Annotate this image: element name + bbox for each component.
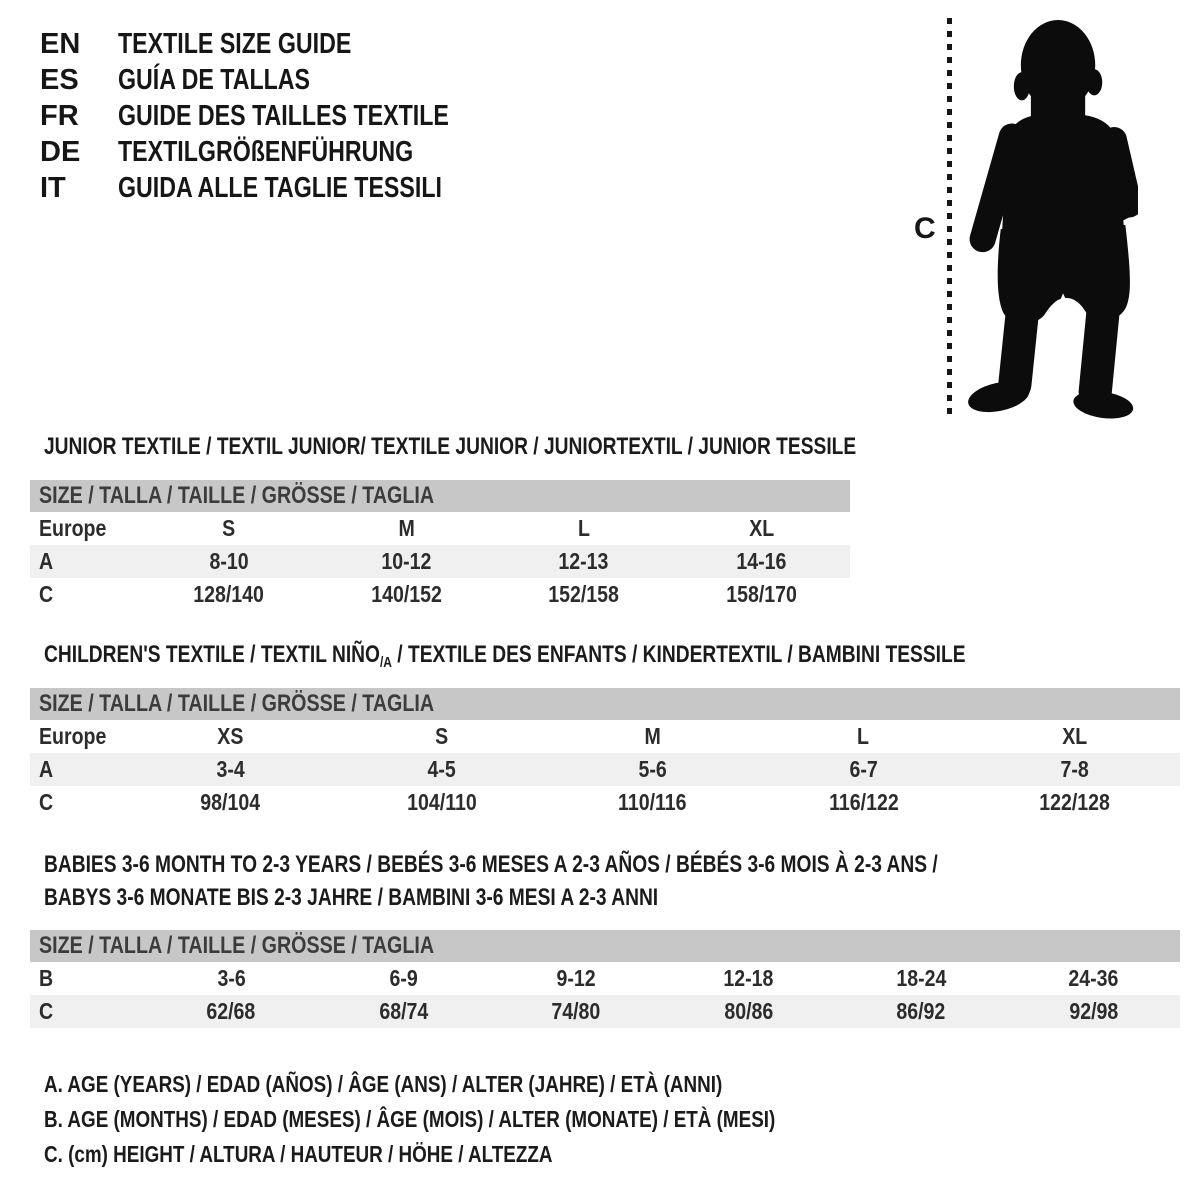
row-label xyxy=(30,578,140,611)
cell-text: 68/74 xyxy=(379,998,429,1024)
junior-table-row-sizes xyxy=(30,512,850,545)
cell-text: 6-7 xyxy=(849,756,878,782)
cell-text: 158/170 xyxy=(725,581,797,607)
junior-size-header-bar xyxy=(30,480,850,512)
language-row-fr xyxy=(40,98,532,134)
cell-text: 74/80 xyxy=(551,998,601,1024)
table-cell xyxy=(318,995,491,1028)
size-header-text: SIZE / TALLA / TAILLE / GRÖSSE / TAGLIA xyxy=(39,932,435,959)
cell-text: 140/152 xyxy=(370,581,442,607)
table-cell xyxy=(835,995,1008,1028)
language-code: IT xyxy=(40,171,66,204)
cell-text: 152/158 xyxy=(548,581,620,607)
cell-text: 98/104 xyxy=(200,789,261,815)
table-cell xyxy=(969,720,1180,753)
toddler-silhouette-icon xyxy=(966,18,1138,420)
junior-section-title xyxy=(44,434,1059,460)
cell-text: 110/116 xyxy=(618,789,687,815)
cell-text: 80/86 xyxy=(724,998,774,1024)
children-section-title-text xyxy=(44,642,966,676)
table-cell xyxy=(758,720,969,753)
cell-text: 62/68 xyxy=(206,998,256,1024)
babies-title-text: BABIES 3-6 MONTH TO 2-3 YEARS / BEBÉS 3-6 MESES A 2-3 AÑOS / BÉBÉS 3-6 MOIS À 2-3 ANS / xyxy=(44,851,938,878)
table-cell xyxy=(318,962,491,995)
cell-text: XL xyxy=(748,515,774,541)
language-code: ES xyxy=(40,63,79,96)
language-row-en xyxy=(40,26,532,62)
title-part: CHILDREN'S TEXTILE / TEXTIL NIÑO xyxy=(44,641,380,668)
language-label: GUÍA DE TALLAS xyxy=(118,63,311,96)
children-section-title xyxy=(44,642,1196,676)
junior-table-row-age xyxy=(30,545,850,578)
language-label: GUIDE DES TAILLES TEXTILE xyxy=(118,99,449,132)
row-label xyxy=(30,995,145,1028)
babies-table-row-height xyxy=(30,995,1180,1028)
row-label-text: Europe xyxy=(39,723,107,749)
cell-text: L xyxy=(857,723,870,749)
table-cell xyxy=(336,753,547,786)
row-label-text: A xyxy=(39,756,54,782)
row-label-text: C xyxy=(39,789,54,815)
size-header-text: SIZE / TALLA / TAILLE / GRÖSSE / TAGLIA xyxy=(39,482,435,509)
table-cell xyxy=(336,786,547,819)
row-label-text: C xyxy=(39,998,54,1024)
table-cell xyxy=(318,512,496,545)
cell-text: 128/140 xyxy=(193,581,265,607)
table-cell xyxy=(140,578,318,611)
table-cell xyxy=(495,545,673,578)
cell-text: 92/98 xyxy=(1069,998,1119,1024)
table-cell xyxy=(835,962,1008,995)
cell-text: 8-10 xyxy=(209,548,249,574)
row-label xyxy=(30,753,125,786)
cell-text: 5-6 xyxy=(638,756,667,782)
legend-line-a xyxy=(44,1071,871,1098)
cell-text: XS xyxy=(217,723,244,749)
legend-line-c xyxy=(44,1141,664,1168)
language-label: GUIDA ALLE TAGLIE TESSILI xyxy=(118,171,442,204)
children-table-row-sizes xyxy=(30,720,1180,753)
row-label xyxy=(30,786,125,819)
language-row-it xyxy=(40,170,532,206)
cell-text: S xyxy=(434,723,449,749)
row-label-text: Europe xyxy=(39,515,107,541)
cell-text: 12-13 xyxy=(558,548,609,574)
table-cell xyxy=(318,578,496,611)
table-cell xyxy=(663,995,836,1028)
row-label xyxy=(30,962,145,995)
table-cell xyxy=(336,720,547,753)
cell-text: 24-36 xyxy=(1068,965,1119,991)
cell-text: L xyxy=(577,515,590,541)
table-cell xyxy=(673,545,851,578)
table-cell xyxy=(969,753,1180,786)
table-cell xyxy=(673,512,851,545)
legend-text: A. AGE (YEARS) / EDAD (AÑOS) / ÂGE (ANS) / ALTER (JAHRE) / ETÀ (ANNI) xyxy=(44,1071,723,1097)
language-code: EN xyxy=(40,27,81,60)
table-cell xyxy=(125,753,336,786)
table-cell xyxy=(758,786,969,819)
cell-text: M xyxy=(644,723,661,749)
cell-text: 3-6 xyxy=(217,965,246,991)
table-cell xyxy=(1008,962,1181,995)
cell-text: 4-5 xyxy=(427,756,456,782)
table-cell xyxy=(318,545,496,578)
cell-text: 116/122 xyxy=(828,789,899,815)
cell-text: 6-9 xyxy=(389,965,418,991)
cell-text: 122/128 xyxy=(1039,789,1110,815)
cell-text: 12-18 xyxy=(723,965,774,991)
children-table-row-age xyxy=(30,753,1180,786)
children-table-row-height xyxy=(30,786,1180,819)
cell-text: 10-12 xyxy=(381,548,432,574)
table-cell xyxy=(547,753,758,786)
legend-line-b xyxy=(44,1106,936,1133)
height-measure-label: C xyxy=(914,212,936,245)
cell-text: M xyxy=(398,515,415,541)
row-label-text: A xyxy=(39,548,54,574)
cell-text: 9-12 xyxy=(556,965,596,991)
table-cell xyxy=(495,512,673,545)
table-cell xyxy=(495,578,673,611)
babies-title-text: BABYS 3-6 MONATE BIS 2-3 JAHRE / BAMBINI 3-6 MESI A 2-3 ANNI xyxy=(44,884,659,911)
table-cell xyxy=(125,720,336,753)
table-cell xyxy=(140,512,318,545)
table-cell xyxy=(490,962,663,995)
row-label xyxy=(30,512,140,545)
babies-size-header-bar xyxy=(30,930,1180,962)
cell-text: 7-8 xyxy=(1060,756,1089,782)
babies-section-title-line1 xyxy=(44,852,1161,878)
table-cell xyxy=(547,720,758,753)
row-label-text: B xyxy=(39,965,54,991)
table-cell xyxy=(125,786,336,819)
table-cell xyxy=(1008,995,1181,1028)
row-label-text: C xyxy=(39,581,54,607)
language-row-es xyxy=(40,62,532,98)
language-code: DE xyxy=(40,135,81,168)
junior-section-title-text: JUNIOR TEXTILE / TEXTIL JUNIOR/ TEXTILE JUNIOR / JUNIORTEXTIL / JUNIOR TESSILE xyxy=(44,433,857,460)
title-part: / TEXTILE DES ENFANTS / KINDERTEXTIL / BAMBINI TESSILE xyxy=(391,641,966,668)
title-subscript: /A xyxy=(379,654,392,671)
children-size-header-bar xyxy=(30,688,1180,720)
babies-section-title-line2 xyxy=(44,885,812,911)
cell-text: 18-24 xyxy=(896,965,947,991)
table-cell xyxy=(663,962,836,995)
babies-table-row-months xyxy=(30,962,1180,995)
cell-text: S xyxy=(222,515,236,541)
table-cell xyxy=(547,786,758,819)
junior-table-row-height xyxy=(30,578,850,611)
table-cell xyxy=(673,578,851,611)
cell-text: 86/92 xyxy=(896,998,946,1024)
legend-text: C. (cm) HEIGHT / ALTURA / HAUTEUR / HÖHE / ALTEZZA xyxy=(44,1141,553,1167)
language-label: TEXTILE SIZE GUIDE xyxy=(118,27,352,60)
table-cell xyxy=(969,786,1180,819)
cell-text: 3-4 xyxy=(216,756,245,782)
cell-text: 104/110 xyxy=(406,789,477,815)
table-cell xyxy=(758,753,969,786)
row-label xyxy=(30,545,140,578)
table-cell xyxy=(145,962,318,995)
table-cell xyxy=(145,995,318,1028)
size-header-text: SIZE / TALLA / TAILLE / GRÖSSE / TAGLIA xyxy=(39,690,435,717)
table-cell xyxy=(140,545,318,578)
cell-text: 14-16 xyxy=(736,548,787,574)
language-code: FR xyxy=(40,99,79,132)
row-label xyxy=(30,720,125,753)
language-row-de xyxy=(40,134,532,170)
language-title-block xyxy=(40,26,532,206)
language-label: TEXTILGRÖßENFÜHRUNG xyxy=(118,135,414,168)
table-cell xyxy=(490,995,663,1028)
height-measure-dashed-line xyxy=(947,18,952,416)
legend-text: B. AGE (MONTHS) / EDAD (MESES) / ÂGE (MOIS) / ALTER (MONATE) / ETÀ (MESI) xyxy=(44,1106,776,1132)
cell-text: XL xyxy=(1062,723,1087,749)
